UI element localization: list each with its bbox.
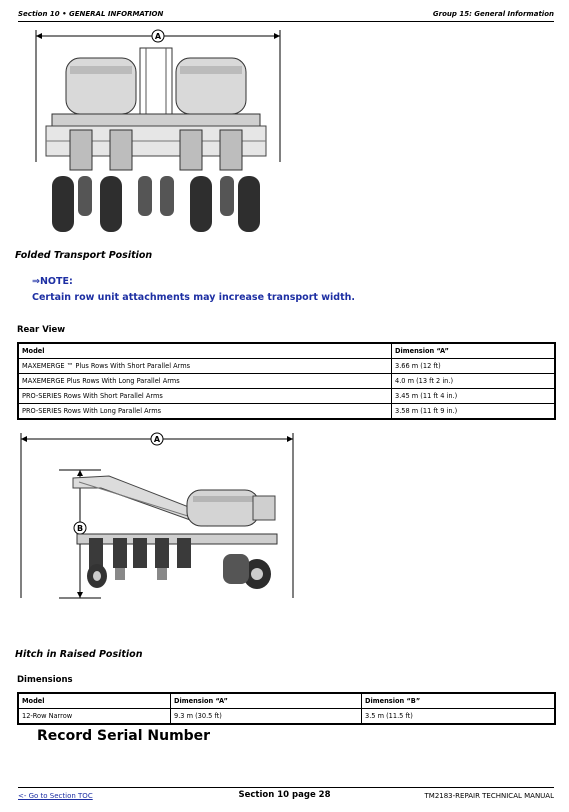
figure2-caption: Hitch in Raised Position (15, 649, 143, 660)
transport-position-illustration (30, 26, 286, 240)
header-group-title: Group 15: General Information (432, 10, 554, 18)
hitch-raised-illustration (17, 430, 299, 602)
rear-view-heading: Rear View (17, 325, 66, 335)
callout-b-label: B (76, 524, 84, 533)
footer-rule (18, 787, 554, 788)
rear-view-table (17, 342, 556, 420)
table-header-row (18, 693, 555, 709)
dimensions-heading: Dimensions (17, 675, 73, 685)
table-row (18, 359, 555, 374)
table-cell: PRO-SERIES Rows With Long Parallel Arms (18, 404, 392, 420)
column-header: Dimension “A” (392, 343, 556, 359)
header-section-title: Section 10 • GENERAL INFORMATION (18, 10, 164, 18)
table-cell: 3.58 m (11 ft 9 in.) (392, 404, 556, 420)
dimensions-table (17, 692, 556, 725)
record-serial-number-heading: Record Serial Number (37, 728, 211, 744)
table-cell: 3.5 m (11.5 ft) (362, 709, 556, 725)
column-header: Dimension “A” (171, 693, 362, 709)
table-cell: MAXEMERGE Plus Rows With Long Parallel Arms (18, 374, 392, 389)
table-row (18, 374, 555, 389)
table-cell: 3.45 m (11 ft 4 in.) (392, 389, 556, 404)
table-cell: 4.0 m (13 ft 2 in.) (392, 374, 556, 389)
footer-page-number: Section 10 page 28 (238, 790, 331, 800)
callout-a-label: A (153, 435, 161, 444)
table-row (18, 389, 555, 404)
column-header: Dimension “B” (362, 693, 556, 709)
column-header: Model (18, 693, 171, 709)
table-cell: 3.66 m (12 ft) (392, 359, 556, 374)
table-row (18, 709, 555, 725)
go-to-section-toc-link[interactable]: <- Go to Section TOC (18, 792, 93, 800)
figure1-caption: Folded Transport Position (15, 250, 153, 261)
note-title: ⇒NOTE: (32, 276, 73, 287)
table-header-row (18, 343, 555, 359)
table-cell: PRO-SERIES Rows With Short Parallel Arms (18, 389, 392, 404)
column-header: Model (18, 343, 392, 359)
table-cell: 12-Row Narrow (18, 709, 171, 725)
table-cell: 9.3 m (30.5 ft) (171, 709, 362, 725)
table-row (18, 404, 555, 420)
table-cell: MAXEMERGE ™ Plus Rows With Short Parallel Arms (18, 359, 392, 374)
footer-manual-title: TM2183-REPAIR TECHNICAL MANUAL (424, 792, 554, 800)
note-text: Certain row unit attachments may increase transport width. (32, 292, 355, 303)
callout-a-label: A (154, 32, 162, 41)
header-rule (18, 21, 554, 22)
